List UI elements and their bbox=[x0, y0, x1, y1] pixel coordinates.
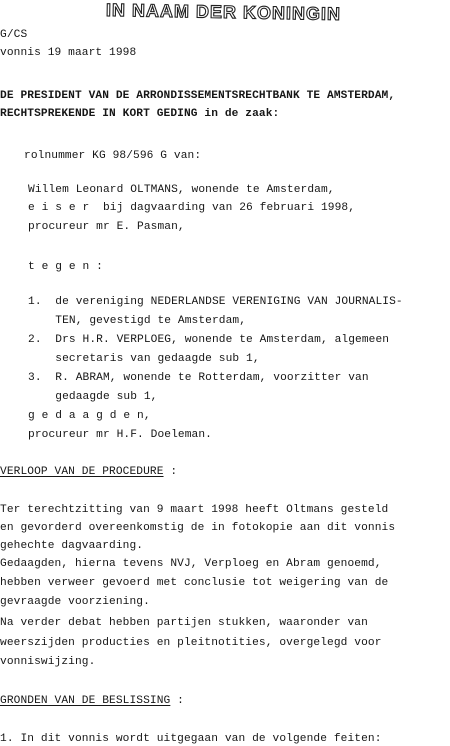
procedure-paragraph-line: Ter terechtzitting van 9 maart 1998 heeft Oltmans gesteld bbox=[0, 504, 389, 516]
case-number: rolnummer KG 98/596 G van: bbox=[24, 150, 202, 162]
plaintiff-line-1: Willem Leonard OLTMANS, wonende te Amsterdam, bbox=[28, 184, 335, 196]
grounds-first-line: 1. In dit vonnis wordt uitgegaan van de volgende feiten: bbox=[0, 733, 382, 745]
reference-code: G/CS bbox=[0, 29, 28, 41]
defendant-line: TEN, gevestigd te Amsterdam, bbox=[28, 315, 247, 327]
procedure-paragraph-line: Gedaagden, hierna tevens NVJ, Verploeg en Abram genoemd, bbox=[0, 558, 382, 570]
procedure-paragraph-line: hebben verweer gevoerd met conclusie tot weigering van de bbox=[0, 577, 389, 589]
procedure-paragraph-line: weerszijden producties en pleitnotities, overgelegd voor bbox=[0, 637, 382, 649]
defendant-line: gedaagde sub 1, bbox=[28, 391, 158, 403]
court-heading-line-2: RECHTSPREKENDE IN KORT GEDING in de zaak: bbox=[0, 108, 280, 120]
procedure-paragraph-line: gehechte dagvaarding. bbox=[0, 540, 144, 552]
procedure-paragraph-line: vonniswijzing. bbox=[0, 656, 96, 668]
procedure-paragraph-line: gevraagde voorziening. bbox=[0, 596, 150, 608]
court-stamp: IN NAAM DER KONINGIN bbox=[105, 0, 342, 25]
defendants-label: g e d a a g d e n, bbox=[28, 410, 151, 422]
plaintiff-line-3: procureur mr E. Pasman, bbox=[28, 221, 185, 233]
defendant-line: 2. Drs H.R. VERPLOEG, wonende te Amsterdam, algemeen bbox=[28, 334, 390, 346]
grounds-heading: GRONDEN VAN DE BESLISSING : bbox=[0, 695, 184, 707]
procedure-paragraph-line: Na verder debat hebben partijen stukken, waaronder van bbox=[0, 617, 368, 629]
plaintiff-line-2: e i s e r bij dagvaarding van 26 februari 1998, bbox=[28, 202, 356, 214]
procedure-paragraph-line: en gevorderd overeenkomstig de in fotokopie aan dit vonnis bbox=[0, 522, 396, 534]
court-heading-line-1: DE PRESIDENT VAN DE ARRONDISSEMENTSRECHTBANK TE AMSTERDAM, bbox=[0, 90, 396, 102]
defendants-attorney: procureur mr H.F. Doeleman. bbox=[28, 429, 212, 441]
defendant-line: 1. de vereniging NEDERLANDSE VERENIGING VAN JOURNALIS- bbox=[28, 296, 403, 308]
defendant-line: secretaris van gedaagde sub 1, bbox=[28, 353, 260, 365]
tegen-label: t e g e n : bbox=[28, 261, 103, 273]
verdict-date: vonnis 19 maart 1998 bbox=[0, 47, 137, 59]
procedure-heading: VERLOOP VAN DE PROCEDURE : bbox=[0, 466, 178, 478]
defendant-line: 3. R. ABRAM, wonende te Rotterdam, voorzitter van bbox=[28, 372, 369, 384]
